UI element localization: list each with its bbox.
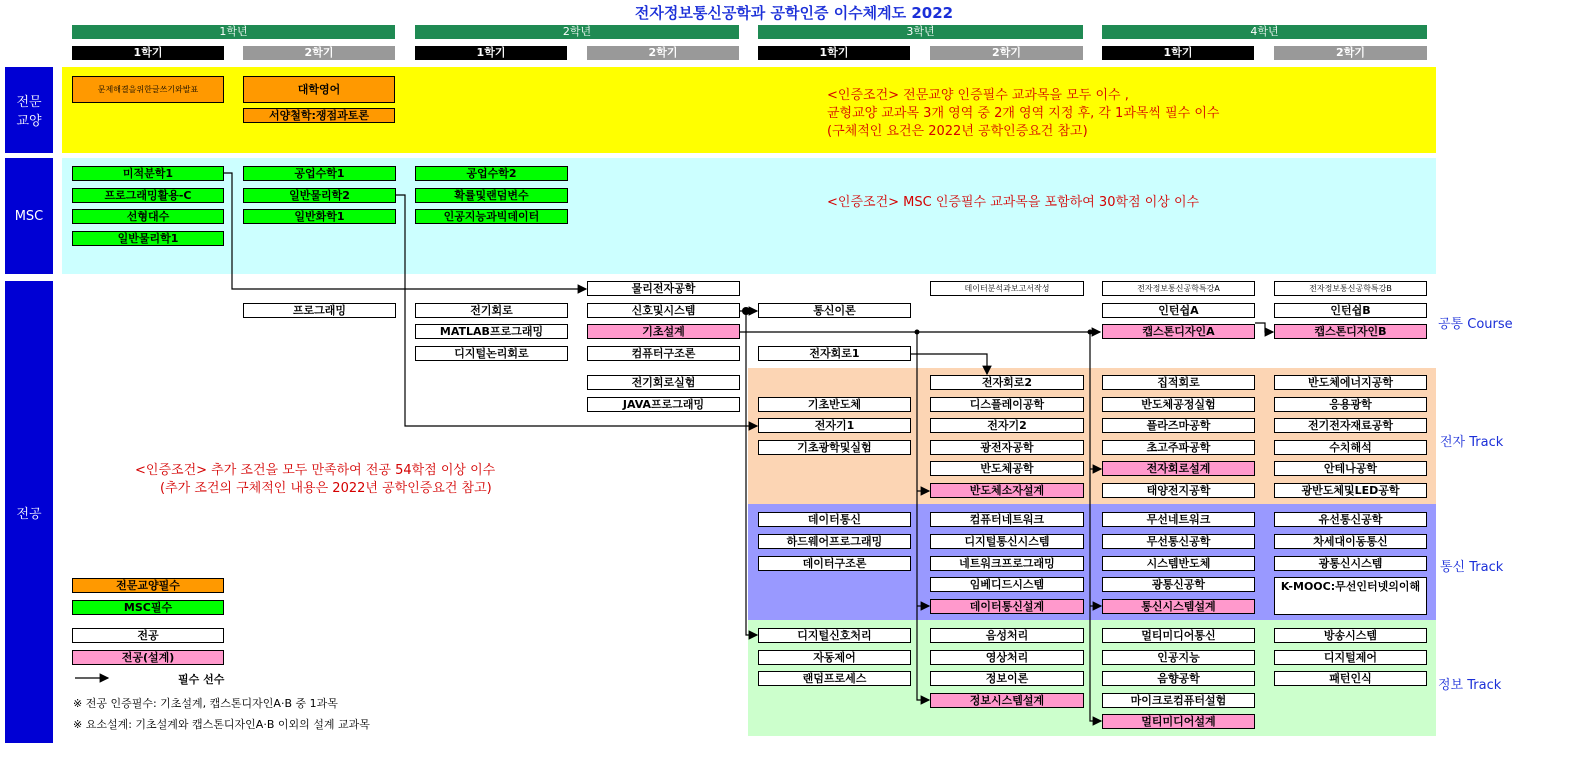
course-optical-comm[interactable]: 광통신공학 [1102, 577, 1255, 592]
legend-note-required: ※ 전공 인증필수: 기초설계, 캡스톤디자인A·B 중 1과목 [73, 697, 338, 710]
course-multimedia-design[interactable]: 멀티미디어설계 [1102, 714, 1255, 729]
msc-condition-note: <인증조건> MSC 인증필수 교과목을 포함하여 30학점 이상 이수 [827, 195, 1200, 210]
course-speech-processing[interactable]: 음성처리 [930, 628, 1084, 643]
course-basic-design[interactable]: 기초설계 [587, 324, 740, 339]
semester-y1s1: 1학기 [72, 46, 224, 60]
course-java[interactable]: JAVA프로그래밍 [587, 397, 740, 412]
course-basic-semiconductor[interactable]: 기초반도체 [758, 397, 911, 412]
legend-note-element-design: ※ 요소설계: 기초설계와 캡스톤디자인A·B 이외의 설계 교과목 [73, 718, 370, 731]
legend-prereq-label: 필수 선수 [178, 673, 225, 686]
major-condition-note: <인증조건> 추가 조건을 모두 만족하여 전공 54학점 이상 이수 (추가 조건의 구체적인 내용은 2022년 공학인증요건 참고) [135, 463, 496, 496]
course-electromagnetics1[interactable]: 전자기1 [758, 418, 911, 433]
junction-capstone [1088, 330, 1093, 335]
course-eng-math2[interactable]: 공업수학2 [415, 166, 568, 181]
year-1-header: 1학년 [72, 25, 395, 39]
course-internship-b[interactable]: 인턴쉽B [1274, 303, 1427, 318]
course-display[interactable]: 디스플레이공학 [930, 397, 1084, 412]
course-physics2[interactable]: 일반물리학2 [243, 188, 396, 203]
legend-msc-required: MSC필수 [72, 600, 224, 615]
course-kmooc-wireless-internet[interactable]: K-MOOC:무선인터넷의이해 [1274, 577, 1427, 615]
course-circuits[interactable]: 전기회로 [415, 303, 568, 318]
connector-design-branch [917, 332, 929, 700]
course-digital-logic[interactable]: 디지털논리회로 [415, 346, 568, 361]
course-digital-control[interactable]: 디지털제어 [1274, 650, 1427, 665]
semester-y4s2: 2학기 [1274, 46, 1427, 60]
course-electromagnetics2[interactable]: 전자기2 [930, 418, 1084, 433]
semester-y3s2: 2학기 [930, 46, 1083, 60]
course-basic-optics-lab[interactable]: 기초광학및실험 [758, 440, 911, 455]
course-hw-programming[interactable]: 하드웨어프로그래밍 [758, 534, 911, 549]
section-label-general: 전문 교양 [5, 67, 53, 153]
course-applied-optics[interactable]: 응용광학 [1274, 397, 1427, 412]
course-semiconductor-energy[interactable]: 반도체에너지공학 [1274, 375, 1427, 390]
course-physics1[interactable]: 일반물리학1 [72, 231, 224, 246]
course-random-process[interactable]: 랜덤프로세스 [758, 671, 911, 686]
course-special-topics-b[interactable]: 전자정보통신공학특강B [1274, 281, 1427, 296]
connector-capstone-branch [1090, 332, 1101, 721]
course-electronics2[interactable]: 전자회로2 [930, 375, 1084, 390]
course-linear-algebra[interactable]: 선형대수 [72, 209, 224, 224]
section-label-msc: MSC [5, 158, 53, 274]
course-numerical-analysis[interactable]: 수치해석 [1274, 440, 1427, 455]
course-computer-architecture[interactable]: 컴퓨터구조론 [587, 346, 740, 361]
course-semiconductor-process-lab[interactable]: 반도체공정실험 [1102, 397, 1255, 412]
course-circuit-design[interactable]: 전자회로설계 [1102, 461, 1255, 476]
course-comm-system-design[interactable]: 통신시스템설계 [1102, 599, 1255, 614]
course-calculus1[interactable]: 미적분학1 [72, 166, 224, 181]
course-western-philosophy[interactable]: 서양철학:쟁점과토론 [243, 108, 395, 123]
course-acoustics[interactable]: 음향공학 [1102, 671, 1255, 686]
junction-signals [742, 307, 750, 315]
course-optoelectronics[interactable]: 광전자공학 [930, 440, 1084, 455]
course-data-comm[interactable]: 데이터통신 [758, 512, 911, 527]
course-dsp[interactable]: 디지털신호처리 [758, 628, 911, 643]
course-writing[interactable]: 문제해결을위한글쓰기와발표 [72, 76, 224, 103]
course-computer-network[interactable]: 컴퓨터네트워크 [930, 512, 1084, 527]
course-college-english[interactable]: 대학영어 [243, 76, 395, 103]
course-information-theory[interactable]: 정보이론 [930, 671, 1084, 686]
course-special-topics-a[interactable]: 전자정보통신공학특강A [1102, 281, 1255, 296]
course-system-semiconductor[interactable]: 시스템반도체 [1102, 556, 1255, 571]
course-electronic-materials[interactable]: 전기전자재료공학 [1274, 418, 1427, 433]
course-data-structures[interactable]: 데이터구조론 [758, 556, 911, 571]
course-optical-led[interactable]: 광반도체및LED공학 [1274, 483, 1427, 498]
course-broadcast-system[interactable]: 방송시스템 [1274, 628, 1427, 643]
year-4-header: 4학년 [1102, 25, 1427, 39]
connector-signals-to-branches [740, 311, 757, 635]
course-ai-bigdata[interactable]: 인공지능과빅데이터 [415, 209, 568, 224]
course-data-analysis[interactable]: 데이터분석과보고서작성 [930, 281, 1084, 296]
page-title: 전자정보통신공학과 공학인증 이수체계도 2022 [634, 4, 954, 22]
course-wired-comm[interactable]: 유선통신공학 [1274, 512, 1427, 527]
connector-capstone-a-to-b [1255, 323, 1273, 332]
course-eng-math1[interactable]: 공업수학1 [243, 166, 396, 181]
course-programming-c[interactable]: 프로그래밍활용-C [72, 188, 224, 203]
semester-y4s1: 1학기 [1102, 46, 1254, 60]
course-ai[interactable]: 인공지능 [1102, 650, 1255, 665]
course-electronics1[interactable]: 전자회로1 [758, 346, 911, 361]
course-plasma[interactable]: 플라즈마공학 [1102, 418, 1255, 433]
legend-general-required: 전문교양필수 [72, 578, 224, 593]
course-programming[interactable]: 프로그래밍 [243, 303, 396, 318]
course-multimedia-comm[interactable]: 멀티미디어통신 [1102, 628, 1255, 643]
course-matlab[interactable]: MATLAB프로그래밍 [415, 324, 568, 339]
course-microwave[interactable]: 초고주파공학 [1102, 440, 1255, 455]
semester-y3s1: 1학기 [758, 46, 910, 60]
course-data-comm-design[interactable]: 데이터통신설계 [930, 599, 1084, 614]
course-microcomputer-lab[interactable]: 마이크로컴퓨터설험 [1102, 693, 1255, 708]
connector-electronics1-to-electronics2 [911, 354, 987, 374]
track-label-info: 정보 Track [1438, 678, 1502, 693]
course-embedded[interactable]: 임베디드시스템 [930, 577, 1084, 592]
course-circuits-lab[interactable]: 전기회로실험 [587, 375, 740, 390]
semester-y2s2: 2학기 [587, 46, 739, 60]
course-comm-theory[interactable]: 통신이론 [758, 303, 911, 318]
course-internship-a[interactable]: 인턴쉽A [1102, 303, 1255, 318]
general-condition-note: <인증조건> 전문교양 인증필수 교과목을 모두 이수 , 균형교양 교과목 3개 영역 중 2개 영역 지정 후, 각 1과목씩 필수 이수 (구체적인 요건은 2022년 공학인증요건 참고) [827, 88, 1220, 139]
year-2-header: 2학년 [415, 25, 739, 39]
track-label-electronics: 전자 Track [1440, 435, 1504, 450]
course-probability[interactable]: 확률및랜덤변수 [415, 188, 568, 203]
course-image-processing[interactable]: 영상처리 [930, 650, 1084, 665]
course-automatic-control[interactable]: 자동제어 [758, 650, 911, 665]
legend-major: 전공 [72, 628, 224, 643]
course-solar-cell[interactable]: 태양전지공학 [1102, 483, 1255, 498]
semester-y1s2: 2학기 [243, 46, 395, 60]
track-label-comm: 통신 Track [1440, 560, 1504, 575]
junction-design [915, 330, 920, 335]
course-physical-electronics[interactable]: 물리전자공학 [587, 281, 740, 296]
section-label-major: 전공 [5, 281, 53, 743]
course-optical-comm-sys[interactable]: 광통신시스템 [1274, 556, 1427, 571]
course-wireless-comm[interactable]: 무선통신공학 [1102, 534, 1255, 549]
course-semiconductor-device-design[interactable]: 반도체소자설계 [930, 483, 1084, 498]
track-label-common: 공통 Course [1438, 317, 1513, 332]
course-chemistry1[interactable]: 일반화학1 [243, 209, 396, 224]
course-wireless-network[interactable]: 무선네트워크 [1102, 512, 1255, 527]
course-network-programming[interactable]: 네트워크프로그래밍 [930, 556, 1084, 571]
year-3-header: 3학년 [758, 25, 1083, 39]
course-signals-systems[interactable]: 신호및시스템 [587, 303, 740, 318]
course-antenna[interactable]: 안테나공학 [1274, 461, 1427, 476]
course-semiconductor-eng[interactable]: 반도체공학 [930, 461, 1084, 476]
course-integrated-circuits[interactable]: 집적회로 [1102, 375, 1255, 390]
semester-y2s1: 1학기 [415, 46, 567, 60]
legend-major-design: 전공(설계) [72, 650, 224, 665]
course-next-gen-mobile[interactable]: 차세대이동통신 [1274, 534, 1427, 549]
course-capstone-b[interactable]: 캡스톤디자인B [1274, 324, 1427, 339]
course-pattern-recognition[interactable]: 패턴인식 [1274, 671, 1427, 686]
course-capstone-a[interactable]: 캡스톤디자인A [1102, 324, 1255, 339]
course-digital-comm-sys[interactable]: 디지털통신시스템 [930, 534, 1084, 549]
course-info-system-design[interactable]: 정보시스템설계 [930, 693, 1084, 708]
